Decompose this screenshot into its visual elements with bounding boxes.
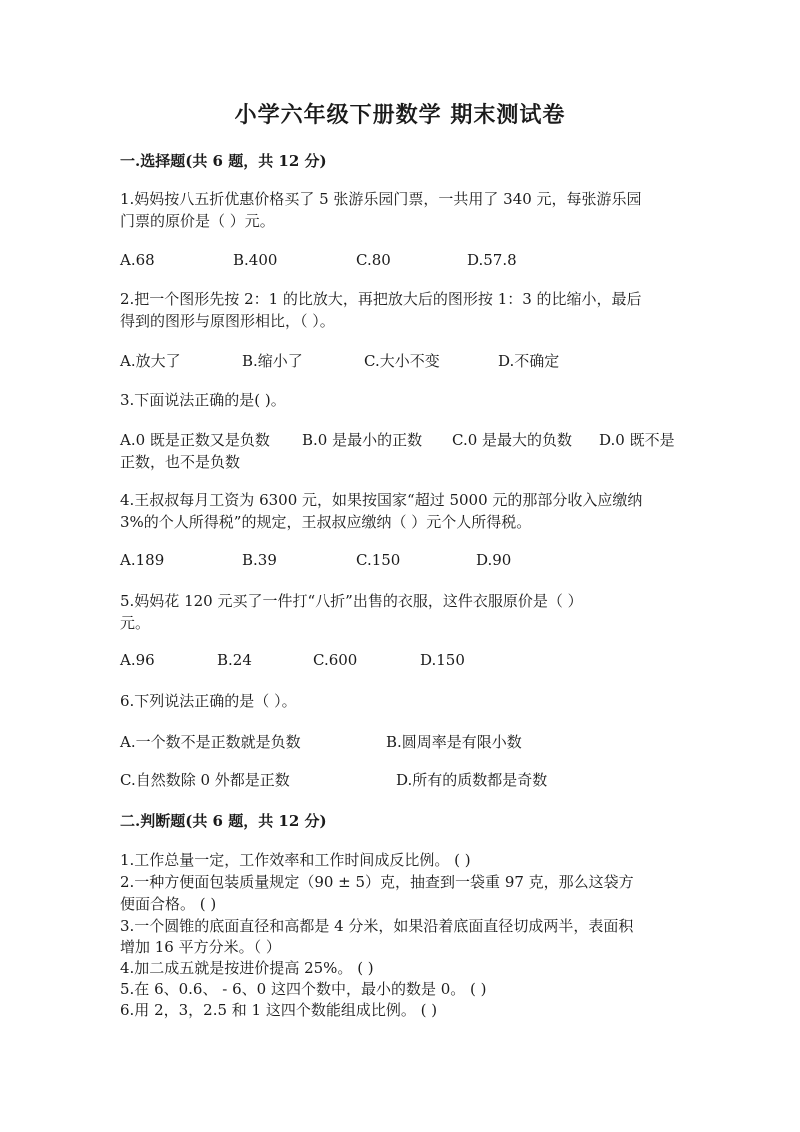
question-2-option-c: C.大小不变 <box>364 352 440 370</box>
tf-line: 1.工作总量一定，工作效率和工作时间成反比例。 ( ) <box>120 851 471 869</box>
tf-line: 2.一种方便面包装质量规定（90 ± 5）克，抽查到一袋重 97 克，那么这袋方 <box>120 873 634 891</box>
question-4-text-line2: 3%的个人所得税”的规定，王叔叔应缴纳（ ）元个人所得税。 <box>120 513 532 531</box>
question-6-option-c: C.自然数除 0 外都是正数 <box>120 771 290 789</box>
question-6-option-d: D.所有的质数都是奇数 <box>396 771 548 789</box>
question-1-option-d: D.57.8 <box>467 251 517 269</box>
question-3-option-b: B.0 是最小的正数 <box>302 431 423 449</box>
question-2-text-line1: 2.把一个图形先按 2：1 的比放大，再把放大后的图形按 1：3 的比缩小，最后 <box>120 290 642 308</box>
tf-line: 6.用 2，3，2.5 和 1 这四个数能组成比例。 ( ) <box>120 1001 438 1019</box>
question-1-text-line1: 1.妈妈按八五折优惠价格买了 5 张游乐园门票，一共用了 340 元，每张游乐园 <box>120 190 642 208</box>
question-6-option-a: A.一个数不是正数就是负数 <box>120 733 301 751</box>
exam-title: 小学六年级下册数学 期末测试卷 <box>234 102 566 128</box>
question-3-text-line1: 3.下面说法正确的是( )。 <box>120 391 286 409</box>
question-1-option-a: A.68 <box>120 251 155 269</box>
question-5-option-b: B.24 <box>217 651 252 669</box>
question-2-text-line2: 得到的图形与原图形相比，（ ）。 <box>120 312 335 330</box>
section-heading-multiple-choice: 一.选择题(共 6 题，共 12 分) <box>120 152 327 170</box>
question-2-option-b: B.缩小了 <box>242 352 303 370</box>
question-4-option-b: B.39 <box>242 551 277 569</box>
question-1-text-line2: 门票的原价是（ ）元。 <box>120 212 275 230</box>
question-5-text-line1: 5.妈妈花 120 元买了一件打“八折”出售的衣服，这件衣服原价是（ ） <box>120 592 583 610</box>
question-6-text-line1: 6.下列说法正确的是（ ）。 <box>120 692 297 710</box>
tf-line: 5.在 6、0.6、 - 6、0 这四个数中，最小的数是 0。 ( ) <box>120 980 487 998</box>
question-5-option-d: D.150 <box>420 651 465 669</box>
section-heading-true-false: 二.判断题(共 6 题，共 12 分) <box>120 812 327 830</box>
question-5-text-line2: 元。 <box>120 614 151 632</box>
question-3-option-c: C.0 是最大的负数 <box>452 431 573 449</box>
question-1-option-c: C.80 <box>356 251 391 269</box>
question-4-option-a: A.189 <box>120 551 165 569</box>
tf-line: 4.加二成五就是按进价提高 25%。 ( ) <box>120 959 374 977</box>
tf-line: 便面合格。 ( ) <box>120 895 217 913</box>
question-5-option-c: C.600 <box>313 651 358 669</box>
question-4-text-line1: 4.王叔叔每月工资为 6300 元，如果按国家“超过 5000 元的那部分收入应缴纳 <box>120 491 643 509</box>
question-1-option-b: B.400 <box>233 251 278 269</box>
question-3-option-a: A.0 既是正数又是负数 <box>120 431 270 449</box>
question-3-option-d-continued: 正数，也不是负数 <box>120 453 241 471</box>
question-2-option-a: A.放大了 <box>120 352 181 370</box>
question-6-option-b: B.圆周率是有限小数 <box>386 733 522 751</box>
tf-line: 3.一个圆锥的底面直径和高都是 4 分米，如果沿着底面直径切成两半，表面积 <box>120 917 634 935</box>
question-4-option-c: C.150 <box>356 551 401 569</box>
question-5-option-a: A.96 <box>120 651 155 669</box>
question-4-option-d: D.90 <box>476 551 512 569</box>
question-2-option-d: D.不确定 <box>498 352 560 370</box>
tf-line: 增加 16 平方分米。（ ） <box>120 938 281 956</box>
question-3-option-d: D.0 既不是 <box>599 431 675 449</box>
